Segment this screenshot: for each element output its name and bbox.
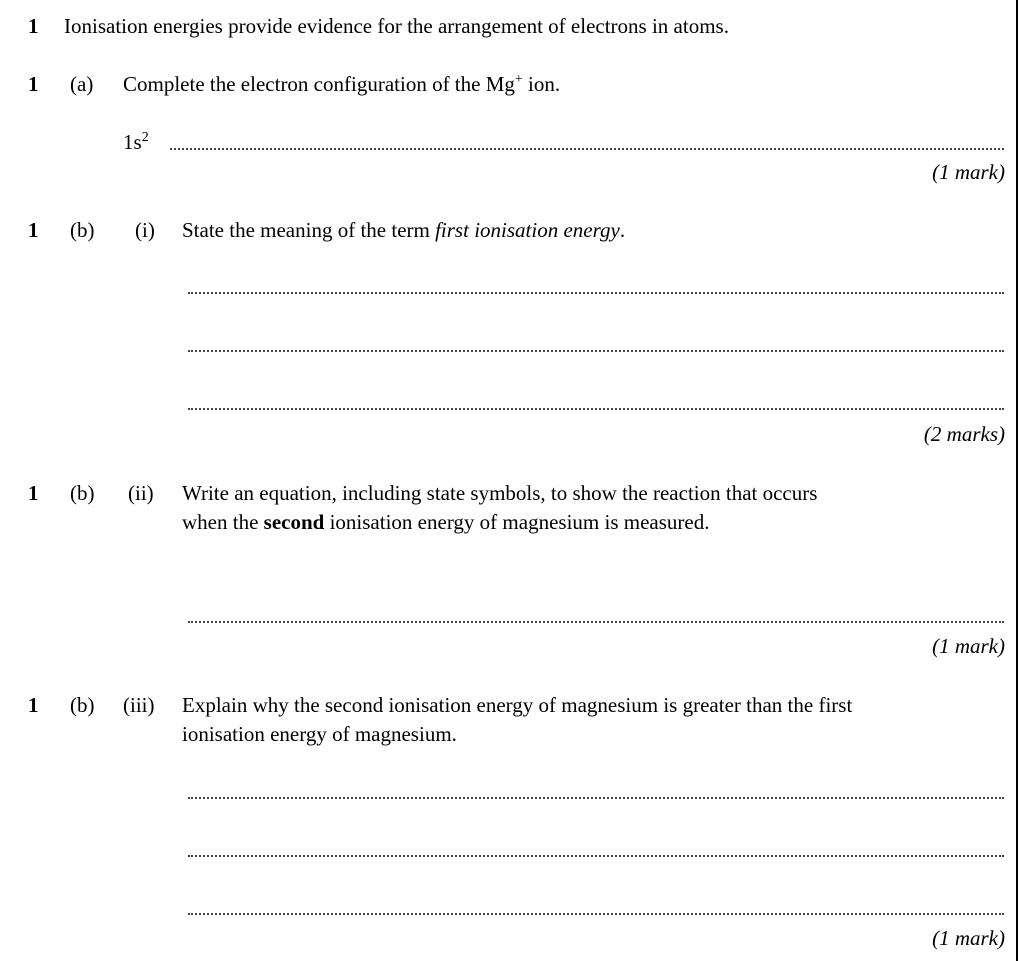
part-a-prompt: [123, 74, 560, 95]
marks-label: (1 mark): [932, 926, 1005, 950]
answer-line[interactable]: [170, 148, 1004, 150]
question-number: 1: [28, 481, 39, 505]
subpart-label: (i): [135, 218, 155, 242]
part-b-ii-prompt-line1: Write an equation, including state symbols, to show the reaction that occurs: [182, 481, 818, 505]
marks-label: (1 mark): [932, 160, 1005, 184]
part-b-iii-prompt-line1: Explain why the second ionisation energy of magnesium is greater than the first: [182, 693, 853, 717]
subpart-label: (iii): [123, 693, 155, 717]
subpart-label: (ii): [128, 481, 154, 505]
part-label: (a): [70, 72, 94, 96]
part-b-ii-prompt-line2: [182, 512, 709, 533]
answer-line[interactable]: [188, 797, 1004, 799]
answer-line[interactable]: [188, 855, 1004, 857]
marks-label: (1 mark): [932, 634, 1005, 658]
page-right-border: [1016, 0, 1018, 961]
answer-prefix-text: 1s: [123, 130, 142, 154]
part-b-iii-prompt-line2: ionisation energy of magnesium.: [182, 722, 457, 746]
answer-line[interactable]: [188, 350, 1004, 352]
answer-prefix: [123, 132, 149, 153]
prompt-text-end: ion.: [522, 72, 561, 96]
part-label: (b): [70, 693, 95, 717]
prompt-text: when the: [182, 510, 264, 534]
answer-prefix-superscript: 2: [141, 130, 149, 145]
prompt-text: State the meaning of the term: [182, 218, 436, 242]
marks-label: (2 marks): [923, 422, 1005, 446]
italic-term: first ionisation energy: [435, 218, 620, 242]
answer-line[interactable]: [188, 408, 1004, 410]
question-number: 1: [28, 218, 39, 242]
prompt-text-end: ionisation energy of magnesium is measured.: [324, 510, 710, 534]
part-label: (b): [70, 481, 95, 505]
part-b-i-prompt: [182, 220, 625, 241]
answer-line[interactable]: [188, 913, 1004, 915]
question-number: 1: [28, 14, 39, 38]
prompt-text: Complete the electron configuration of the Mg: [123, 72, 515, 96]
part-label: (b): [70, 218, 95, 242]
bold-term: second: [263, 510, 325, 534]
question-intro-text: Ionisation energies provide evidence for the arrangement of electrons in atoms.: [64, 14, 729, 38]
prompt-text-end: .: [619, 218, 626, 242]
answer-line[interactable]: [188, 621, 1004, 623]
question-number: 1: [28, 72, 39, 96]
answer-line[interactable]: [188, 292, 1004, 294]
superscript-charge: +: [514, 72, 523, 87]
question-number: 1: [28, 693, 39, 717]
